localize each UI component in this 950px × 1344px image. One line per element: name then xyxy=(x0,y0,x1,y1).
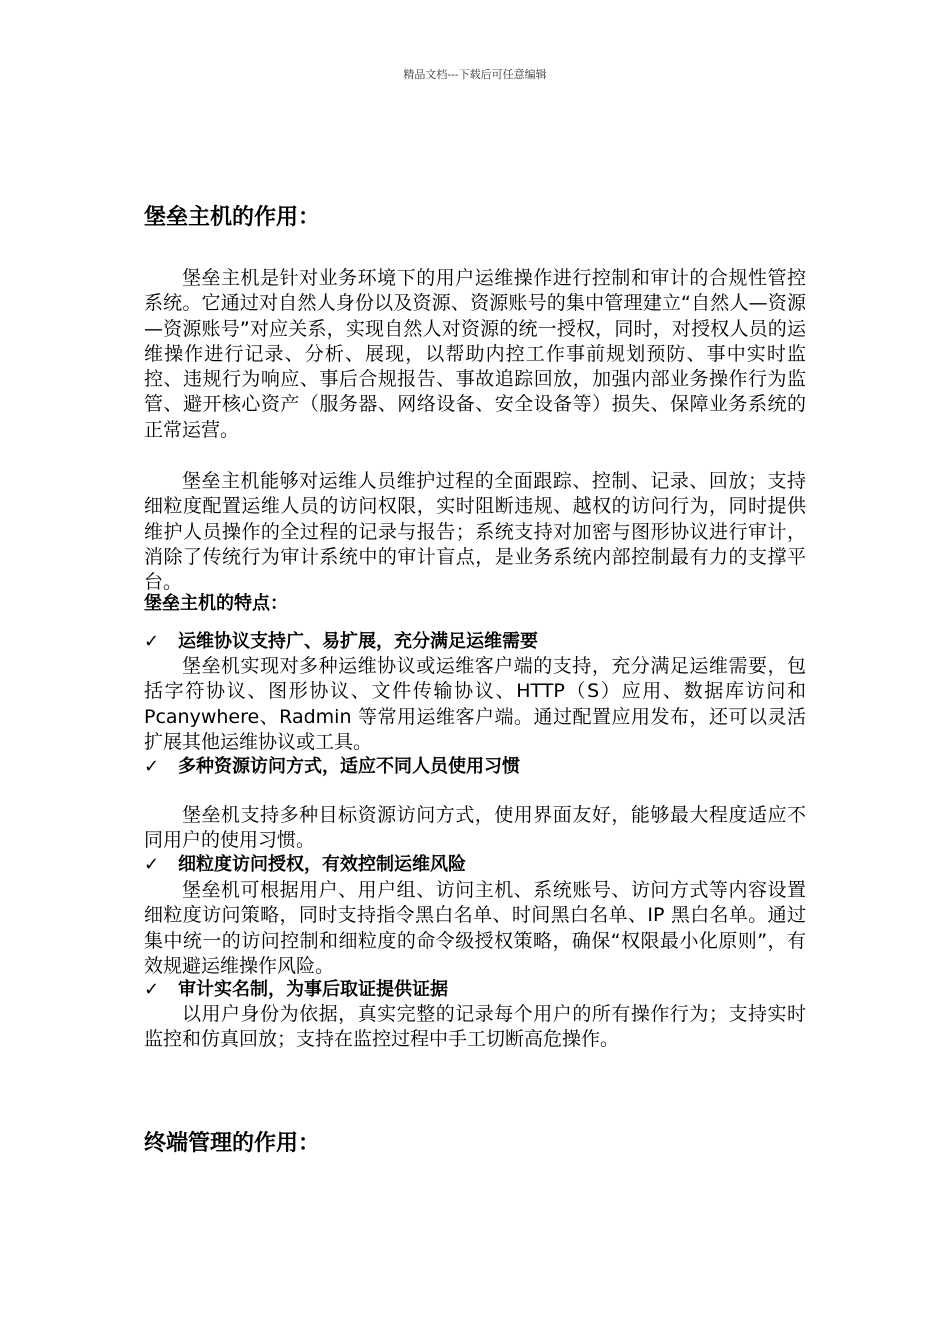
feature-body-real-name-audit: 以用户身份为依据，真实完整的记录每个用户的所有操作行为；支持实时监控和仿真回放；支持在监控过程中手工切断高危操作。 xyxy=(144,1003,806,1051)
feature-body-protocols: 堡垒机实现对多种运维协议或运维客户端的支持，充分满足运维需要，包括字符协议、图形协议、文件传输协议、HTTP（S）应用、数据库访问和 Pcanywhere、Radmin 等常用运维客户端。通过配置应用发布，还可以灵活扩展其他运维协议或工具。 xyxy=(144,655,806,753)
section-title-terminal-role: 终端管理的作用： xyxy=(144,1131,321,1156)
feature-heading-access-methods xyxy=(144,755,806,779)
feature-heading-fine-grained-auth xyxy=(144,853,806,877)
feature-body-fine-grained-auth: 堡垒机可根据用户、用户组、访问主机、系统账号、访问方式等内容设置细粒度访问策略，同时支持指令黑白名单、时间黑白名单、IP 黑白名单。通过集中统一的访问控制和细粒度的命令级授权策略，确保“权限最小化原则”，有效规避运维操作风险。 xyxy=(144,879,806,977)
feature-heading-text: 运维协议支持广、易扩展，充分满足运维需要 xyxy=(178,631,538,652)
section-title-bastion-role: 堡垒主机的作用： xyxy=(144,205,321,230)
feature-heading-real-name-audit xyxy=(144,978,806,1002)
feature-body-access-methods: 堡垒机支持多种目标资源访问方式，使用界面友好，能够最大程度适应不同用户的使用习惯。 xyxy=(144,804,806,852)
checkmark-icon: ✓ xyxy=(144,979,160,1000)
checkmark-icon: ✓ xyxy=(144,631,160,652)
feature-heading-text: 审计实名制，为事后取证提供证据 xyxy=(178,979,448,1000)
section-title-bastion-features: 堡垒主机的特点： xyxy=(144,593,288,614)
paragraph-bastion-capabilities: 堡垒主机能够对运维人员维护过程的全面跟踪、控制、记录、回放；支持细粒度配置运维人员的访问权限，实时阻断违规、越权的访问行为，同时提供维护人员操作的全过程的记录与报告；系统支持对加密与图形协议进行审计，消除了传统行为审计系统中的审计盲点，是业务系统内部控制最有力的支撑平台。 xyxy=(144,470,806,594)
checkmark-icon: ✓ xyxy=(144,854,160,875)
checkmark-icon: ✓ xyxy=(144,756,160,777)
page-header-note: 精品文档---下载后可任意编辑 xyxy=(403,68,547,81)
feature-heading-text: 多种资源访问方式，适应不同人员使用习惯 xyxy=(178,756,520,777)
feature-heading-protocols xyxy=(144,630,806,654)
feature-heading-text: 细粒度访问授权，有效控制运维风险 xyxy=(178,854,466,875)
paragraph-bastion-intro: 堡垒主机是针对业务环境下的用户运维操作进行控制和审计的合规性管控系统。它通过对自然人身份以及资源、资源账号的集中管理建立“自然人—资源—资源账号”对应关系，实现自然人对资源的统一授权，同时，对授权人员的运维操作进行记录、分析、展现，以帮助内控工作事前规划预防、事中实时监控、违规行为响应、事后合规报告、事故追踪回放，加强内部业务操作行为监管、避开核心资产（服务器、网络设备、安全设备等）损失、保障业务系统的正常运营。 xyxy=(144,267,806,441)
